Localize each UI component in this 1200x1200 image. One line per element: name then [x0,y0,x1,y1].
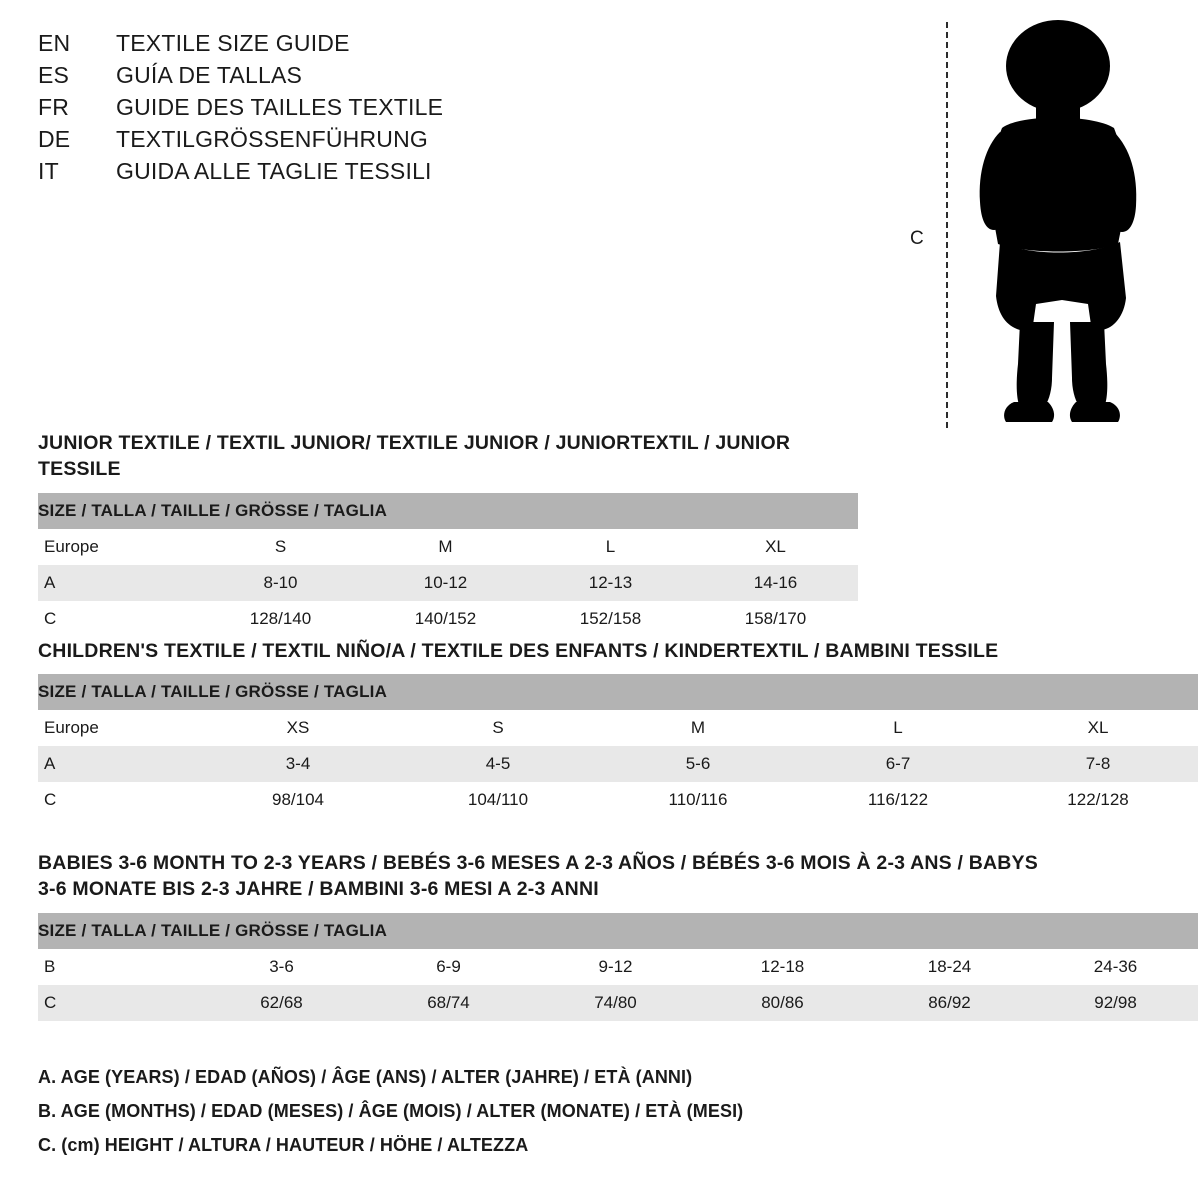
cell: L [798,710,998,746]
row-label: B [38,949,198,985]
table-row [38,985,1198,1021]
cell: 80/86 [699,985,866,1021]
cell: 104/110 [398,782,598,818]
footnote-c [38,1136,938,1154]
cell: 3-4 [198,746,398,782]
table-header-row [38,493,858,529]
cell: 122/128 [998,782,1198,818]
footnote-a: A. AGE (YEARS) / EDAD (AÑOS) / ÂGE (ANS) / ALTER (JAHRE) / ETÀ (ANNI) [38,1067,693,1087]
section-babies [38,850,1198,1021]
title-row-fr [38,94,758,126]
title-text: GUÍA DE TALLAS [116,62,303,88]
cell: M [363,529,528,565]
cell: 116/122 [798,782,998,818]
row-label: C [38,782,198,818]
cell: 12-13 [528,565,693,601]
title-text: TEXTILE SIZE GUIDE [116,30,350,56]
child-silhouette-icon [942,16,1162,431]
title-row-en [38,30,758,62]
cell: 98/104 [198,782,398,818]
cell: M [598,710,798,746]
table-header-label: SIZE / TALLA / TAILLE / GRÖSSE / TAGLIA [38,493,858,529]
cell: S [198,529,363,565]
language-code: ES [38,62,70,88]
title-text: GUIDE DES TAILLES TEXTILE [116,94,444,120]
table-row [38,601,858,637]
cell: 18-24 [866,949,1033,985]
cell: 24-36 [1033,949,1198,985]
cell: 128/140 [198,601,363,637]
table-header-row [38,674,1198,710]
title-row-de [38,126,758,158]
footnote-list [38,1068,938,1170]
children-size-table [38,674,1198,818]
table-row [38,529,858,565]
table-header-label: SIZE / TALLA / TAILLE / GRÖSSE / TAGLIA [38,913,1198,949]
footnote-b: B. AGE (MONTHS) / EDAD (MESES) / ÂGE (MOIS) / ALTER (MONATE) / ETÀ (MESI) [38,1101,744,1121]
title-row-es [38,62,758,94]
title-row-it [38,158,758,190]
cell: 86/92 [866,985,1033,1021]
cell: XS [198,710,398,746]
table-header-row [38,913,1198,949]
cell: 152/158 [528,601,693,637]
cell: 14-16 [693,565,858,601]
row-label: C [38,601,198,637]
cell: 12-18 [699,949,866,985]
section-heading: JUNIOR TEXTILE / TEXTIL JUNIOR/ TEXTILE JUNIOR / JUNIORTEXTIL / JUNIOR TESSILE [38,432,791,481]
cell: 5-6 [598,746,798,782]
row-label: Europe [38,529,198,565]
cell: S [398,710,598,746]
cell: XL [998,710,1198,746]
cell: 8-10 [198,565,363,601]
title-text: GUIDA ALLE TAGLIE TESSILI [116,158,432,184]
cell: 74/80 [532,985,699,1021]
row-label: A [38,565,198,601]
language-code: EN [38,30,71,56]
table-header-label: SIZE / TALLA / TAILLE / GRÖSSE / TAGLIA [38,674,1198,710]
table-row [38,746,1198,782]
table-row [38,949,1198,985]
section-heading: BABIES 3-6 MONTH TO 2-3 YEARS / BEBÉS 3-6 MESES A 2-3 AÑOS / BÉBÉS 3-6 MOIS À 2-3 ANS / BABYS 3-6 MONATE BIS 2-3 JAHRE / BAMBINI 3-6 MESI A 2-3 ANNI [38,852,1038,901]
cell: 6-9 [365,949,532,985]
cell: 158/170 [693,601,858,637]
language-code: DE [38,126,71,152]
title-text: TEXTILGRÖSSENFÜHRUNG [116,126,428,152]
table-row [38,782,1198,818]
cell: 68/74 [365,985,532,1021]
cell: 10-12 [363,565,528,601]
table-row [38,565,858,601]
cell: 62/68 [198,985,365,1021]
language-code: IT [38,158,59,184]
language-title-list [38,30,758,190]
cell: 7-8 [998,746,1198,782]
cell: 9-12 [532,949,699,985]
cell: 140/152 [363,601,528,637]
section-junior [38,430,858,637]
cell: XL [693,529,858,565]
cell: 3-6 [198,949,365,985]
measurement-figure [900,10,1170,430]
cell: 92/98 [1033,985,1198,1021]
footnote-c-text: C. (cm) HEIGHT / ALTURA / HAUTEUR / HÖHE / ALTEZZA [38,1135,529,1155]
babies-size-table [38,913,1198,1021]
cell: 6-7 [798,746,998,782]
cell: 110/116 [598,782,798,818]
junior-size-table [38,493,858,637]
section-children [38,638,1198,818]
height-marker-label: C [910,228,924,249]
language-code: FR [38,94,70,120]
section-heading: CHILDREN'S TEXTILE / TEXTIL NIÑO/A / TEXTILE DES ENFANTS / KINDERTEXTIL / BAMBINI TESSILE [38,640,999,662]
table-row [38,710,1198,746]
cell: L [528,529,693,565]
cell: 4-5 [398,746,598,782]
row-label: Europe [38,710,198,746]
row-label: C [38,985,198,1021]
row-label: A [38,746,198,782]
